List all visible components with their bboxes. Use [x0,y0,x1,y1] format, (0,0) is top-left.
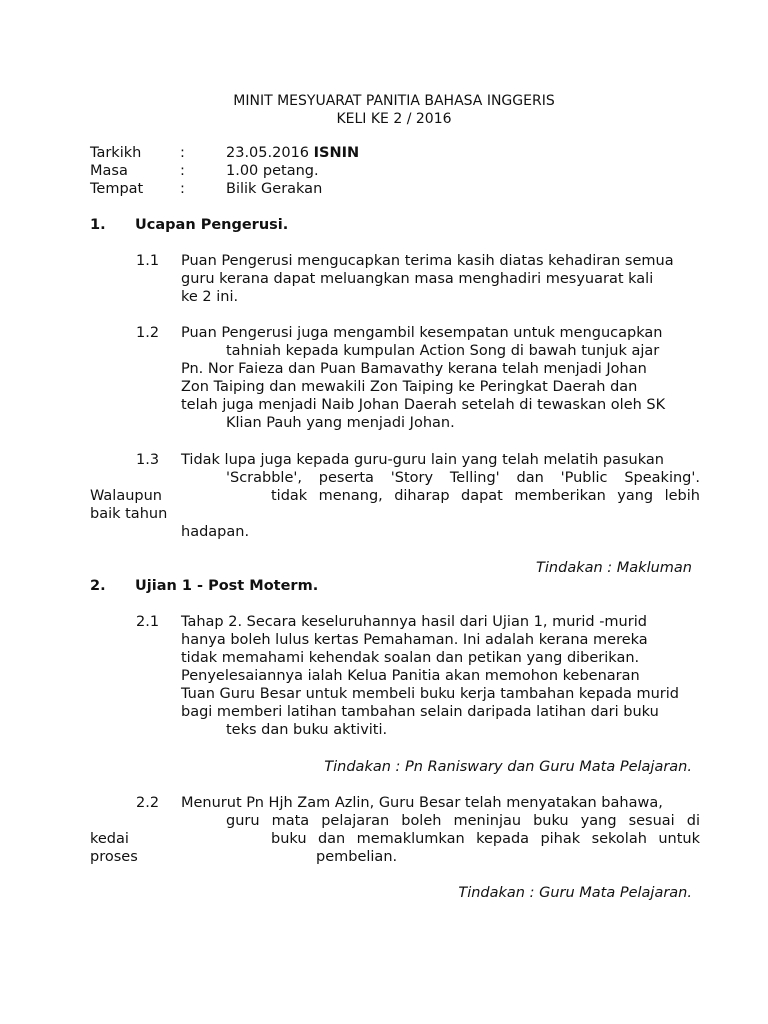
item-1-3-justified-line [271,487,700,505]
word: 'Public [560,470,608,486]
section-1-heading: Ucapan Pengerusi. [135,217,289,233]
info-value-date [226,144,359,162]
word: sekolah [591,831,647,847]
margin-word: baik tahun [90,506,168,522]
item-1-3-line: hadapan. [181,524,250,540]
item-1-2-line: tahniah kepada kumpulan Action Song di bawah tunjuk ajar [226,343,660,359]
word: pelajaran [321,813,390,829]
word: yang [617,488,654,504]
word: pihak [540,831,581,847]
item-2-1-action: Tindakan : Pn Raniswary dan Guru Mata Pelajaran. [324,759,692,775]
word: dan [317,831,346,847]
margin-word: proses [90,849,138,865]
word: peserta [318,470,374,486]
word: Telling' [449,470,500,486]
margin-word: Walaupun [90,488,162,504]
word: memaklumkan [356,831,465,847]
section-2-number: 2. [90,578,106,594]
item-2-2-justified-line [271,830,700,848]
margin-word: kedai [90,831,129,847]
item-1-1-line: guru kerana dapat meluangkan masa menghadiri mesyuarat kali [181,271,654,287]
item-1-1-line: ke 2 ini. [181,289,239,305]
item-2-1-line: Tahap 2. Secara keseluruhannya hasil dari Ujian 1, murid -murid [181,614,647,630]
info-label-place: Tempat [90,181,144,197]
item-1-2-number: 1.2 [136,325,160,341]
item-2-1-line: hanya boleh lulus kertas Pemahaman. Ini adalah kerana mereka [181,632,648,648]
document-title-line2: KELI KE 2 / 2016 [336,111,452,127]
item-2-1-line: bagi memberi latihan tambahan selain daripada latihan dari buku [181,704,659,720]
word: buku [533,813,569,829]
item-2-1-number: 2.1 [136,614,160,630]
item-1-2-line: Puan Pengerusi juga mengambil kesempatan untuk mengucapkan [181,325,663,341]
info-label-time: Masa [90,163,128,179]
word: menang, [318,488,383,504]
item-2-1-line: tidak memahami kehendak soalan dan petikan yang diberikan. [181,650,640,666]
word: guru [226,813,260,829]
info-value-time: 1.00 petang. [226,163,319,179]
word: 'Scrabble', [226,470,302,486]
word: di [686,813,700,829]
item-1-2-line: Pn. Nor Faieza dan Puan Bamavathy kerana telah menjadi Johan [181,361,647,377]
document-title-line1: MINIT MESYUARAT PANITIA BAHASA INGGERIS [233,93,555,109]
section-1-action: Tindakan : Makluman [536,560,692,576]
word: boleh [401,813,442,829]
item-2-2-number: 2.2 [136,795,160,811]
word: 'Story [390,470,434,486]
section-1-number: 1. [90,217,106,233]
item-1-2-line: Zon Taiping dan mewakili Zon Taiping ke Peringkat Daerah dan [181,379,638,395]
word: mata [271,813,310,829]
item-1-3-justified-line [226,469,700,487]
item-1-3-number: 1.3 [136,452,160,468]
word: meninjau [453,813,522,829]
item-1-1-line: Puan Pengerusi mengucapkan terima kasih diatas kehadiran semua [181,253,674,269]
item-2-2-justified-line [226,812,700,830]
section-2-heading: Ujian 1 - Post Moterm. [135,578,319,594]
word: sesuai [628,813,675,829]
word: kepada [476,831,530,847]
info-colon: : [180,181,185,197]
word: untuk [658,831,700,847]
info-colon: : [180,145,185,161]
word: memberikan [514,488,606,504]
info-value-place: Bilik Gerakan [226,181,323,197]
info-colon: : [180,163,185,179]
word: buku [271,831,307,847]
item-1-3-line: Tidak lupa juga kepada guru-guru lain yang telah melatih pasukan [181,452,664,468]
word: Speaking'. [624,470,700,486]
item-2-2-line: pembelian. [316,849,398,865]
word: dapat [461,488,503,504]
item-2-2-action: Tindakan : Guru Mata Pelajaran. [458,885,692,901]
item-2-1-line: teks dan buku aktiviti. [226,722,388,738]
info-label-date: Tarkikh [90,145,142,161]
item-1-2-line: telah juga menjadi Naib Johan Daerah setelah di tewaskan oleh SK [181,397,666,413]
item-2-1-line: Tuan Guru Besar untuk membeli buku kerja tambahan kepada murid [181,686,680,702]
date-value: 23.05.2016 [226,145,310,161]
word: lebih [664,488,700,504]
word: diharap [394,488,450,504]
item-2-1-line: Penyelesaiannya ialah Kelua Panitia akan memohon kebenaran [181,668,640,684]
item-2-2-line: Menurut Pn Hjh Zam Azlin, Guru Besar telah menyatakan bahawa, [181,795,663,811]
word: yang [580,813,617,829]
item-1-2-line: Klian Pauh yang menjadi Johan. [226,415,455,431]
word: dan [516,470,544,486]
item-1-1-number: 1.1 [136,253,160,269]
day-value: ISNIN [313,145,360,161]
word: tidak [271,488,308,504]
